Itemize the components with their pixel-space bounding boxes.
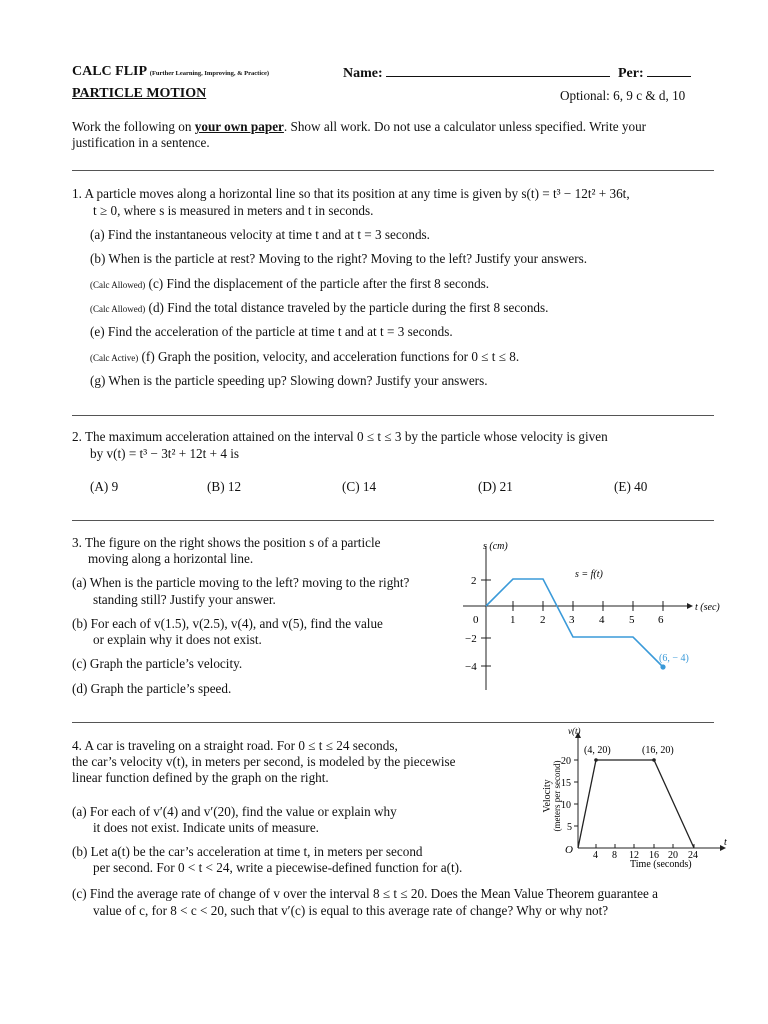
q2-choice-b: (B) 12	[207, 479, 242, 494]
q1-part-a: (a) Find the instantaneous velocity at time t and at t = 3 seconds.	[90, 227, 430, 242]
y-tick-label: 20	[561, 756, 571, 767]
intro-line-2: justification in a sentence.	[72, 135, 210, 150]
y-axis-label: s (cm)	[483, 541, 508, 552]
x-tick-label: 1	[510, 614, 516, 626]
velocity-graph	[530, 724, 740, 872]
y-tick-label: −4	[465, 661, 477, 673]
x-tick-label: 4	[599, 614, 605, 626]
q2-choice-d: (D) 21	[478, 479, 513, 494]
calc-active-tag: (Calc Active)	[90, 353, 139, 363]
y-tick-label: 10	[561, 800, 571, 811]
q3-part-b-line-2: or explain why it does not exist.	[93, 632, 262, 647]
q3-part-d: (d) Graph the particle’s speed.	[72, 681, 232, 696]
y-tick-label: 15	[561, 778, 571, 789]
q2-choice-c: (C) 14	[342, 479, 377, 494]
q2-choice-a: (A) 9	[90, 479, 119, 494]
x-axis-arrow-icon	[687, 603, 693, 609]
q3-part-c: (c) Graph the particle’s velocity.	[72, 656, 243, 671]
q4-stem-line-3: linear function defined by the graph on the right.	[72, 770, 329, 785]
q1-part-f: (Calc Active) (f) Graph the position, velocity, and acceleration functions for 0 ≤ t ≤ 8.	[90, 349, 520, 364]
v-axis-label: v(t)	[568, 726, 581, 736]
x-axis-label: t (sec)	[695, 602, 720, 613]
q1-part-e: (e) Find the acceleration of the particle at time t and at t = 3 seconds.	[90, 324, 453, 339]
q1-part-g: (g) When is the particle speeding up? Slowing down? Justify your answers.	[90, 373, 488, 388]
x-tick-label: 20	[668, 850, 678, 861]
origin-label: O	[565, 844, 573, 856]
q2-choice-e: (E) 40	[614, 479, 648, 494]
per-label: Per:	[618, 66, 644, 81]
q2-stem-line-2: by v(t) = t³ − 3t² + 12t + 4 is	[90, 446, 240, 461]
y-tick-label: −2	[465, 633, 477, 645]
name-field	[343, 64, 610, 82]
point-marker	[594, 758, 598, 762]
worksheet-subtitle: (Further Learning, Improving, & Practice)	[149, 70, 270, 77]
q4-part-b-line-1: (b) Let a(t) be the car’s acceleration at time t, in meters per second	[72, 844, 423, 859]
calc-allowed-tag: (Calc Allowed)	[90, 280, 146, 290]
x-tick-label: 4	[593, 850, 598, 861]
q4-part-c-line-2: value of c, for 8 < c < 20, such that v′(c) is equal to this average rate of change? Why or why not?	[93, 903, 609, 918]
q1-stem-line-2: t ≥ 0, where s is measured in meters and t in seconds.	[93, 203, 374, 218]
q2-stem-line-1: 2. The maximum acceleration attained on the interval 0 ≤ t ≤ 3 by the particle whose velocity is given	[72, 429, 608, 444]
point-marker	[652, 758, 656, 762]
topic-heading: PARTICLE MOTION	[72, 86, 207, 101]
q4-part-a-line-1: (a) For each of v′(4) and v′(20), find the value or explain why	[72, 804, 397, 819]
endpoint-label: (6, − 4)	[659, 653, 689, 664]
q4-stem-line-2: the car’s velocity v(t), in meters per second, is modeled by the piecewise	[72, 754, 456, 769]
x-tick-label: 5	[629, 614, 635, 626]
x-ticks	[596, 844, 694, 848]
x-tick-label: 0	[473, 614, 479, 626]
q3-stem-line-1: 3. The figure on the right shows the position s of a particle	[72, 535, 381, 550]
q3-part-b-line-1: (b) For each of v(1.5), v(2.5), v(4), and v(5), find the value	[72, 616, 383, 631]
y-ticks	[574, 760, 578, 826]
q1-part-d: (Calc Allowed) (d) Find the total distance traveled by the particle during the first 8 seconds.	[90, 300, 549, 315]
point-label-16-20: (16, 20)	[642, 745, 674, 756]
intro-line-1: Work the following on your own paper. Show all work. Do not use a calculator unless specified. Write your	[72, 119, 647, 134]
y-tick-label: 5	[567, 822, 572, 833]
x-tick-label: 3	[569, 614, 575, 626]
y-axis-title: Velocity	[542, 779, 553, 813]
q1-part-b: (b) When is the particle at rest? Moving to the right? Moving to the left? Justify your answers.	[90, 251, 588, 266]
own-paper-emphasis: your own paper	[194, 119, 284, 134]
divider	[72, 170, 714, 171]
divider	[72, 520, 714, 521]
q3-stem-line-2: moving along a horizontal line.	[88, 551, 254, 566]
q4-part-a-line-2: it does not exist. Indicate units of measure.	[93, 820, 319, 835]
y-axis-subtitle: (meters per second)	[552, 760, 562, 832]
divider	[72, 415, 714, 416]
x-tick-label: 8	[612, 850, 617, 861]
x-tick-label: 6	[658, 614, 664, 626]
name-label: Name:	[343, 66, 383, 81]
x-tick-label: 24	[688, 850, 698, 861]
q3-part-a-line-1: (a) When is the particle moving to the left? moving to the right?	[72, 575, 410, 590]
q3-part-a-line-2: standing still? Justify your answer.	[93, 592, 276, 607]
y-tick-label: 2	[471, 575, 477, 587]
period-field	[618, 64, 691, 82]
point-label-4-20: (4, 20)	[584, 745, 611, 756]
x-tick-label: 12	[629, 850, 639, 861]
q4-part-b-line-2: per second. For 0 < t < 24, write a piecewise-defined function for a(t).	[93, 860, 463, 875]
optional-note: Optional: 6, 9 c & d, 10	[560, 88, 686, 103]
x-axis-title: Time (seconds)	[630, 859, 692, 870]
endpoint-marker	[660, 664, 665, 669]
calc-allowed-tag: (Calc Allowed)	[90, 304, 146, 314]
per-blank	[647, 64, 691, 77]
position-graph	[455, 530, 735, 700]
q4-part-c-line-1: (c) Find the average rate of change of v over the interval 8 ≤ t ≤ 20. Does the Mean Value Theorem guarantee a	[72, 886, 658, 901]
divider	[72, 722, 714, 723]
function-label: s = f(t)	[575, 569, 603, 580]
x-tick-label: 2	[540, 614, 546, 626]
q1-stem-line-1: 1. A particle moves along a horizontal line so that its position at any time is given by s(t) = t³ − 12t² + 36t,	[72, 186, 630, 201]
x-tick-label: 16	[649, 850, 659, 861]
name-blank	[386, 64, 610, 77]
q1-part-c: (Calc Allowed) (c) Find the displacement of the particle after the first 8 seconds.	[90, 276, 490, 291]
worksheet-title: CALC FLIP (Further Learning, Improving, & Practice)	[72, 64, 270, 79]
velocity-curve	[578, 760, 694, 848]
q4-stem-line-1: 4. A car is traveling on a straight road. For 0 ≤ t ≤ 24 seconds,	[72, 738, 398, 753]
t-axis-label: t	[724, 837, 727, 848]
